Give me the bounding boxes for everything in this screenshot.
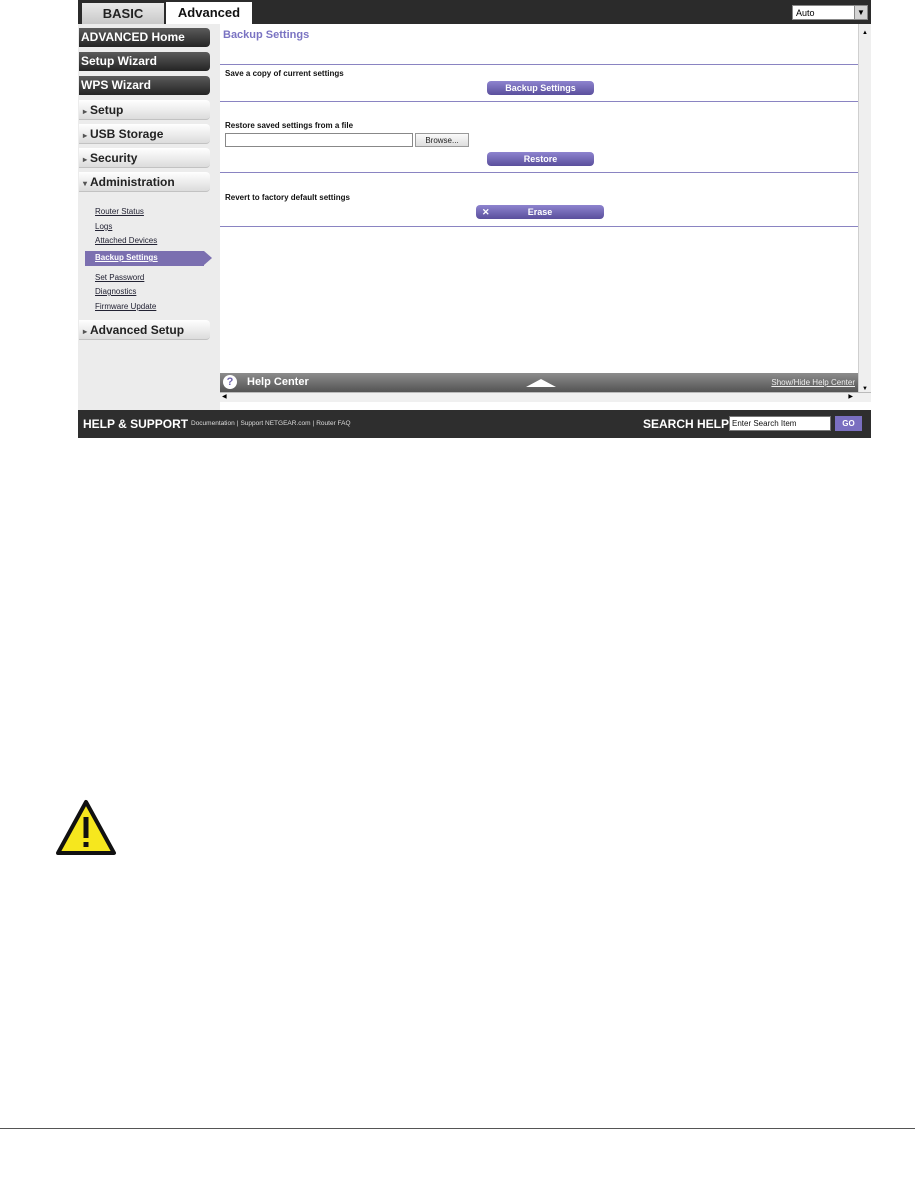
file-path-input[interactable] bbox=[225, 133, 413, 147]
backup-settings-button[interactable]: Backup Settings bbox=[487, 81, 594, 95]
close-icon: ✕ bbox=[482, 207, 490, 217]
caret-right-icon: ▸ bbox=[83, 155, 88, 164]
revert-settings-label: Revert to factory default settings bbox=[225, 193, 350, 202]
sidebar-item-label: Security bbox=[90, 151, 138, 165]
link-separator: | bbox=[312, 420, 315, 427]
help-support-title: HELP & SUPPORT bbox=[83, 417, 189, 431]
sidebar-subitem-logs[interactable]: Logs bbox=[95, 222, 113, 231]
sidebar-item-label: USB Storage bbox=[90, 127, 164, 141]
documentation-link[interactable]: Documentation bbox=[191, 420, 235, 427]
sidebar-subitem-backup-settings[interactable] bbox=[85, 251, 204, 266]
erase-button-label: Erase bbox=[527, 207, 553, 217]
caret-right-icon: ▸ bbox=[83, 131, 88, 140]
sidebar-item-advanced-home[interactable]: ADVANCED Home bbox=[79, 28, 210, 47]
go-button[interactable]: GO bbox=[835, 416, 862, 431]
sidebar-subitem-firmware-update[interactable]: Firmware Update bbox=[95, 302, 157, 311]
sidebar-item-label: Advanced Setup bbox=[90, 323, 185, 337]
sidebar-item-administration[interactable] bbox=[79, 172, 210, 192]
sidebar-item-usb-storage[interactable] bbox=[79, 124, 210, 144]
help-center-bar bbox=[220, 373, 858, 392]
main-content bbox=[220, 24, 858, 373]
language-select[interactable] bbox=[792, 5, 868, 20]
save-settings-label: Save a copy of current settings bbox=[225, 69, 344, 78]
support-netgear-link[interactable]: Support NETGEAR.com bbox=[240, 420, 311, 427]
tab-basic[interactable]: BASIC bbox=[82, 3, 164, 24]
sidebar-subitem-router-status[interactable]: Router Status bbox=[95, 207, 144, 216]
chevron-down-icon: ▼ bbox=[854, 6, 867, 19]
sidebar-item-label: Setup bbox=[90, 103, 124, 117]
sidebar-item-security[interactable] bbox=[79, 148, 210, 168]
scroll-down-icon[interactable]: ▼ bbox=[862, 386, 868, 392]
top-tab-strip bbox=[78, 0, 871, 24]
caret-down-icon: ▾ bbox=[83, 179, 88, 188]
router-faq-link[interactable]: Router FAQ bbox=[316, 420, 351, 427]
sidebar-item-setup-wizard[interactable]: Setup Wizard bbox=[79, 52, 210, 71]
horizontal-scrollbar[interactable] bbox=[220, 392, 871, 402]
sidebar-item-advanced-setup[interactable] bbox=[79, 320, 210, 340]
sidebar-subitem-attached-devices[interactable]: Attached Devices bbox=[95, 236, 158, 245]
vertical-scrollbar[interactable] bbox=[858, 24, 871, 394]
footer-links bbox=[191, 420, 351, 427]
caret-right-icon: ▸ bbox=[83, 107, 88, 116]
search-help-label: SEARCH HELP bbox=[643, 417, 730, 431]
help-support-footer bbox=[78, 410, 871, 438]
expand-up-icon[interactable] bbox=[526, 379, 556, 387]
search-input[interactable]: Enter Search Item bbox=[729, 416, 831, 431]
divider bbox=[220, 172, 858, 173]
page-title: Backup Settings bbox=[223, 29, 310, 41]
sidebar-item-wps-wizard[interactable]: WPS Wizard bbox=[79, 76, 210, 95]
erase-button[interactable] bbox=[476, 205, 604, 219]
scroll-up-icon[interactable]: ▲ bbox=[862, 30, 868, 36]
sidebar-subitem-set-password[interactable]: Set Password bbox=[95, 273, 145, 282]
browse-button[interactable]: Browse... bbox=[415, 133, 469, 147]
question-mark-icon: ? bbox=[223, 375, 237, 389]
warning-triangle-icon bbox=[55, 799, 117, 857]
sidebar-subitem-diagnostics[interactable]: Diagnostics bbox=[95, 287, 137, 296]
link-separator: | bbox=[236, 420, 239, 427]
sidebar-item-label: Administration bbox=[90, 175, 175, 189]
divider bbox=[220, 101, 858, 102]
help-center-label: Help Center bbox=[247, 376, 309, 388]
caret-right-icon: ▸ bbox=[83, 327, 88, 336]
sidebar bbox=[78, 24, 220, 410]
restore-settings-label: Restore saved settings from a file bbox=[225, 121, 354, 130]
sidebar-subitem-label: Backup Settings bbox=[95, 253, 158, 262]
divider bbox=[220, 226, 858, 227]
page-divider bbox=[0, 1128, 915, 1129]
show-hide-help-center-link[interactable]: Show/Hide Help Center bbox=[771, 378, 855, 387]
restore-button[interactable]: Restore bbox=[487, 152, 594, 166]
tab-advanced[interactable]: Advanced bbox=[166, 2, 252, 24]
sidebar-item-setup[interactable] bbox=[79, 100, 210, 120]
divider bbox=[220, 64, 858, 65]
scroll-left-icon[interactable]: ◀ bbox=[222, 394, 227, 400]
scroll-right-icon[interactable]: ▶ bbox=[848, 394, 853, 400]
language-select-value: Auto bbox=[796, 8, 815, 18]
